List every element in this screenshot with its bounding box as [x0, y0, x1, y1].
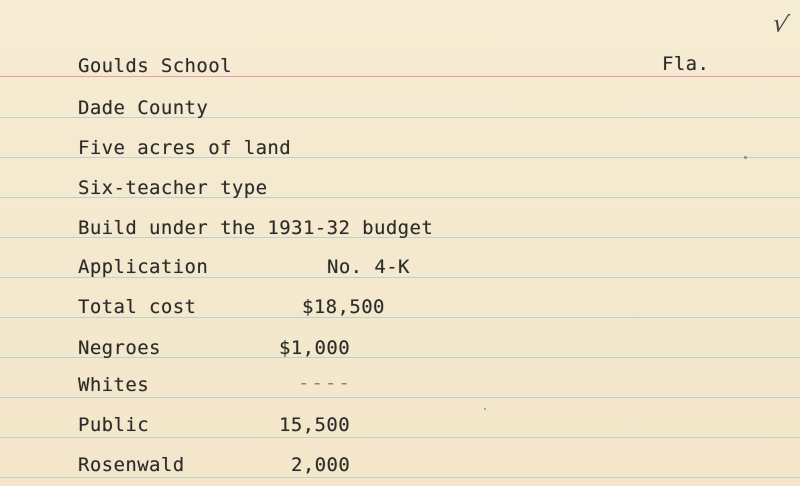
- paper-speck: [484, 408, 486, 410]
- application-label: Application: [78, 256, 209, 278]
- total-cost-label: Total cost: [78, 296, 197, 318]
- state: Fla.: [662, 53, 710, 75]
- whites-label: Whites: [78, 374, 150, 396]
- school-type: Six-teacher type: [78, 177, 268, 199]
- rosenwald-value: 2,000: [291, 454, 351, 476]
- county: Dade County: [78, 97, 209, 119]
- ruled-line: [0, 397, 800, 398]
- check-mark-icon: √: [769, 8, 791, 40]
- negroes-value: $1,000: [279, 337, 351, 359]
- negroes-label: Negroes: [78, 337, 161, 359]
- rosenwald-label: Rosenwald: [78, 454, 185, 476]
- total-cost-value: $18,500: [302, 296, 385, 318]
- land: Five acres of land: [78, 137, 292, 159]
- paper-speck: [744, 156, 747, 159]
- application-number: No. 4-K: [327, 256, 410, 278]
- budget: Build under the 1931-32 budget: [78, 217, 434, 239]
- school-name: Goulds School: [78, 55, 232, 77]
- whites-value: ----: [298, 372, 352, 394]
- public-value: 15,500: [279, 414, 351, 436]
- public-label: Public: [78, 414, 150, 436]
- ruled-line: [0, 437, 800, 438]
- ruled-line: [0, 477, 800, 478]
